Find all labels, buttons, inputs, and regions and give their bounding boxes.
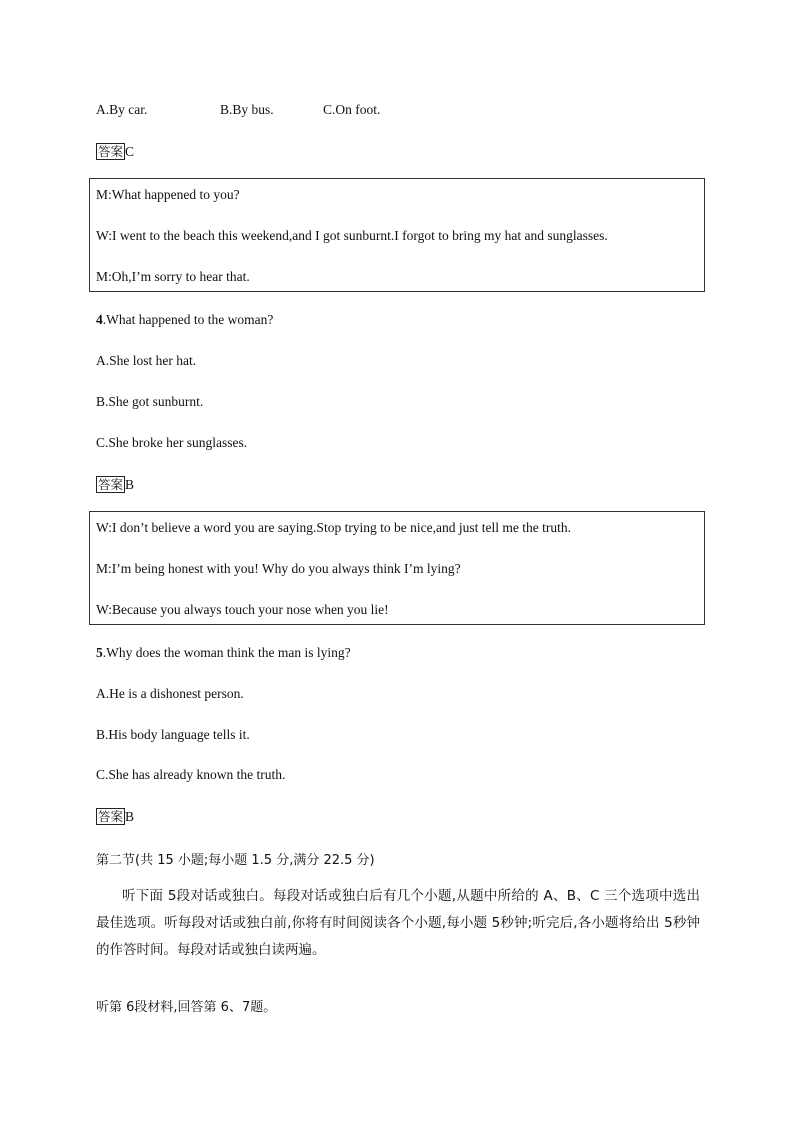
section-title: 第二节(共 15 小题;每小题 1.5 分,满分 22.5 分) <box>96 853 375 868</box>
answer-tag: 答案 <box>98 144 124 159</box>
q5-answer <box>96 808 134 825</box>
q5-option-c: C.She has already known the truth. <box>96 767 286 782</box>
transcript-line: W:I went to the beach this weekend,and I got sunburnt.I forgot to bring my hat and sunglasses. <box>96 228 608 243</box>
q4-answer <box>96 476 134 493</box>
question-number: 5 <box>96 645 103 660</box>
transcript-box-4 <box>89 178 705 292</box>
transcript-line: W:I don’t believe a word you are saying.Stop trying to be nice,and just tell me the truth. <box>96 520 572 535</box>
transcript-box-5 <box>89 511 705 625</box>
transcript-line: W:Because you always touch your nose when you lie! <box>96 602 389 617</box>
transcript-line: M:I’m being honest with you! Why do you always think I’m lying? <box>96 561 461 576</box>
listen-prompt: 听第 6段材料,回答第 6、7题。 <box>96 1000 277 1015</box>
q5-option-b: B.His body language tells it. <box>96 727 250 742</box>
q3-options <box>96 102 380 118</box>
q3-answer <box>96 143 134 160</box>
q3-option-a: A.By car. <box>96 102 148 117</box>
q5-question <box>96 645 351 661</box>
q4-option-a: A.She lost her hat. <box>96 353 197 368</box>
transcript-line: M:Oh,I’m sorry to hear that. <box>96 269 250 284</box>
question-text: .What happened to the woman? <box>102 312 274 327</box>
question-text: .Why does the woman think the man is lying? <box>102 645 351 660</box>
answer-letter: B <box>125 809 135 824</box>
answer-tag: 答案 <box>98 809 124 824</box>
q3-option-c: C.On foot. <box>323 102 381 117</box>
q3-option-b: B.By bus. <box>220 102 274 117</box>
question-number: 4 <box>96 312 103 327</box>
q4-option-b: B.She got sunburnt. <box>96 394 204 409</box>
answer-letter: C <box>125 144 135 159</box>
section-instructions: 听下面 5段对话或独白。每段对话或独白后有几个小题,从题中所给的 A、B、C 三个选项中选出最佳选项。听每段对话或独白前,你将有时间阅读各个小题,每小题 5秒钟;听完后,各小题将给出 5秒钟的作答时间。每段对话或独白读两遍。 <box>96 888 700 958</box>
q5-option-a: A.He is a dishonest person. <box>96 686 244 701</box>
answer-letter: B <box>125 477 135 492</box>
answer-tag: 答案 <box>98 477 124 492</box>
q4-question <box>96 312 273 328</box>
transcript-line: M:What happened to you? <box>96 187 240 202</box>
q4-option-c: C.She broke her sunglasses. <box>96 435 248 450</box>
